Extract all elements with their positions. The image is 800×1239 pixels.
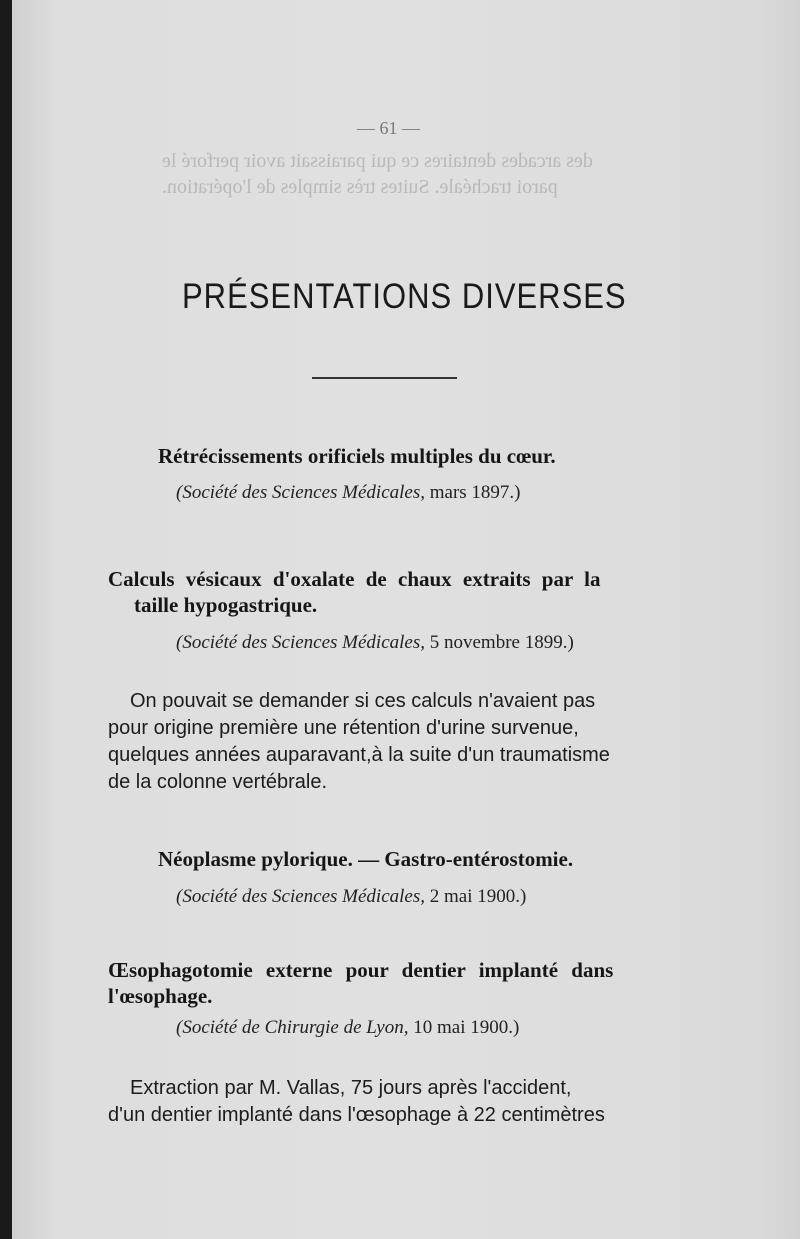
entry-paragraph xyxy=(108,1075,678,1129)
document-page xyxy=(12,0,800,1239)
entry-heading: Néoplasme pylorique. — Gastro-entérostomie. xyxy=(158,847,574,871)
entry-reference xyxy=(176,1017,519,1039)
paragraph-line: d'un dentier implanté dans l'œsophage à 22 centimètres xyxy=(108,1104,605,1126)
entry-heading: Œsophagotomie externe pour dentier implanté dans xyxy=(108,958,614,982)
entry-reference xyxy=(176,886,526,908)
reference-source: (Société des Sciences Médicales, xyxy=(176,886,425,907)
page-number: — 61 — xyxy=(357,118,420,138)
reference-date: 5 novembre 1899.) xyxy=(425,632,574,653)
section-title: PRÉSENTATIONS DIVERSES xyxy=(182,276,627,317)
reference-source: (Société des Sciences Médicales, xyxy=(176,482,425,503)
entry-paragraph xyxy=(108,688,668,796)
entry-heading: Calculs vésicaux d'oxalate de chaux extraits par la xyxy=(108,567,601,591)
reference-date: 2 mai 1900.) xyxy=(425,886,527,907)
entry-reference xyxy=(176,632,574,654)
reference-source: (Société des Sciences Médicales, xyxy=(176,632,425,653)
entry-reference xyxy=(176,482,521,504)
reference-source: (Société de Chirurgie de Lyon, xyxy=(176,1017,409,1038)
paragraph-line: On pouvait se demander si ces calculs n'avaient pas xyxy=(130,690,596,712)
reference-date: 10 mai 1900.) xyxy=(408,1017,520,1038)
entry-heading: Rétrécissements orificiels multiples du cœur. xyxy=(158,444,556,468)
entry-heading-cont: l'œsophage. xyxy=(108,984,213,1008)
paragraph-line: Extraction par M. Vallas, 75 jours après l'accident, xyxy=(130,1077,572,1099)
title-rule xyxy=(312,377,457,379)
bleed-through-line-2: paroi trachéale. Suites très simples de l'opération. xyxy=(162,176,558,198)
paragraph-line: pour origine première une rétention d'urine survenue, xyxy=(108,717,579,739)
entry-heading-cont: taille hypogastrique. xyxy=(134,593,318,617)
reference-date: mars 1897.) xyxy=(425,482,521,503)
paragraph-line: de la colonne vertébrale. xyxy=(108,771,328,793)
paragraph-line: quelques années auparavant,à la suite d'un traumatisme xyxy=(108,744,610,766)
bleed-through-line-1: des arcades dentaires ce qui paraissait avoir perforé le xyxy=(162,150,593,172)
